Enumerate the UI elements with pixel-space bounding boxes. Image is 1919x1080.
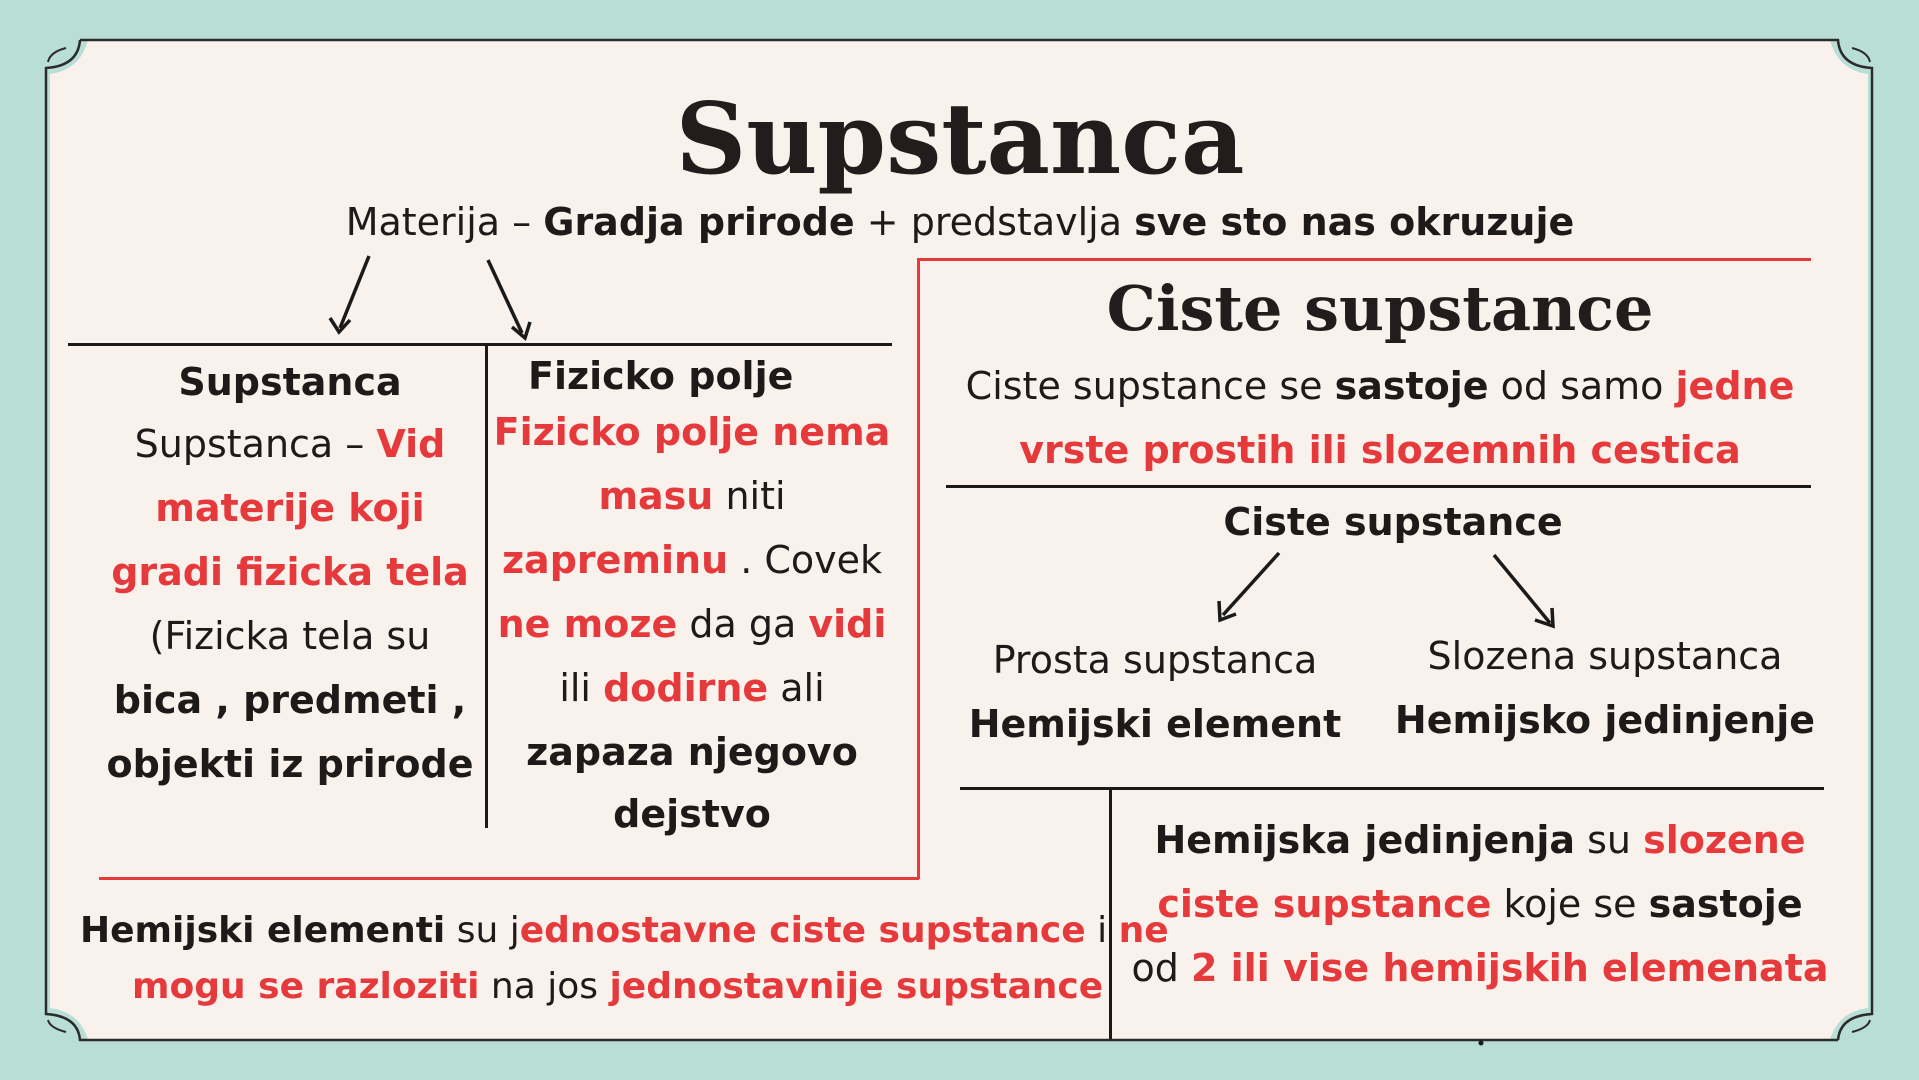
text-line bbox=[1120, 882, 1840, 926]
text-line: Slozena supstanca bbox=[1427, 634, 1783, 678]
text: ciste supstance bbox=[1157, 882, 1492, 926]
text-line: vrste prostih ili slozemnih cestica bbox=[1019, 428, 1741, 472]
text: od bbox=[1131, 946, 1191, 990]
text: od samo bbox=[1488, 364, 1676, 408]
text: su j bbox=[445, 910, 520, 951]
column-heading: Supstanca bbox=[178, 360, 402, 404]
text-line bbox=[488, 666, 896, 710]
text-line: materije koji bbox=[155, 486, 425, 530]
text-line bbox=[80, 910, 1169, 951]
text: mogu se razloziti bbox=[132, 966, 480, 1007]
divider bbox=[68, 343, 892, 346]
text-line: zapaza njegovo bbox=[526, 730, 858, 774]
column-heading: Fizicko polje bbox=[528, 354, 794, 398]
text-line bbox=[132, 966, 1103, 1007]
text: Supstanca – bbox=[134, 422, 377, 466]
text: ne moze bbox=[497, 602, 678, 646]
text-line bbox=[488, 538, 896, 582]
text: Hemijska jedinjenja bbox=[1154, 818, 1576, 862]
text: ali bbox=[768, 666, 825, 710]
text: Gradja prirode bbox=[543, 200, 855, 244]
divider bbox=[960, 787, 1824, 790]
text: Vid bbox=[376, 422, 446, 466]
text: koje se bbox=[1491, 882, 1649, 926]
text-line: gradi fizicka tela bbox=[111, 550, 469, 594]
text-line: Hemijski element bbox=[968, 702, 1342, 746]
materija-line bbox=[200, 200, 1720, 244]
text: jednostavnije supstance bbox=[609, 966, 1104, 1007]
text: slozene bbox=[1643, 818, 1806, 862]
text: zapreminu bbox=[501, 538, 729, 582]
text: i bbox=[1085, 910, 1119, 951]
text: . Covek bbox=[728, 538, 883, 582]
text-line bbox=[1120, 818, 1840, 862]
divider bbox=[99, 877, 919, 880]
text: + predstavlja bbox=[854, 200, 1135, 244]
text-line: objekti iz prirode bbox=[106, 742, 474, 786]
text: jedne bbox=[1675, 364, 1795, 408]
page-title: Supstanca bbox=[675, 82, 1245, 197]
text: Ciste supstance se bbox=[965, 364, 1335, 408]
text: ne bbox=[1118, 910, 1169, 951]
text: ili bbox=[559, 666, 604, 710]
text: dodirne bbox=[603, 666, 769, 710]
text: sastoje bbox=[1334, 364, 1489, 408]
text: ednostavne ciste supstance bbox=[519, 910, 1086, 951]
divider bbox=[946, 485, 1811, 488]
text-line: Prosta supstanca bbox=[992, 638, 1318, 682]
text: da ga bbox=[677, 602, 809, 646]
text-line: Hemijsko jedinjenje bbox=[1394, 698, 1816, 742]
text: sastoje bbox=[1648, 882, 1803, 926]
text-line bbox=[488, 602, 896, 646]
divider bbox=[917, 258, 1811, 261]
text-line: dejstvo bbox=[613, 792, 771, 836]
divider bbox=[917, 258, 920, 879]
text-line: bica , predmeti , bbox=[113, 678, 467, 722]
text: Materija – bbox=[345, 200, 544, 244]
text-line bbox=[1120, 946, 1840, 990]
text: 2 ili vise hemijskih elemenata bbox=[1190, 946, 1829, 990]
text-line bbox=[488, 474, 896, 518]
section-title: Ciste supstance bbox=[1106, 272, 1654, 345]
text-line: Fizicko polje nema bbox=[493, 410, 891, 454]
sub-heading: Ciste supstance bbox=[1223, 500, 1563, 544]
text: na jos bbox=[479, 966, 610, 1007]
text: su bbox=[1575, 818, 1644, 862]
text: masu bbox=[598, 474, 714, 518]
text: Hemijski elementi bbox=[80, 910, 446, 951]
text-line: (Fizicka tela su bbox=[149, 614, 431, 658]
text: vidi bbox=[808, 602, 887, 646]
text: niti bbox=[713, 474, 786, 518]
text: sve sto nas okruzuje bbox=[1134, 200, 1575, 244]
text-line bbox=[920, 364, 1840, 408]
text-line bbox=[90, 422, 490, 466]
